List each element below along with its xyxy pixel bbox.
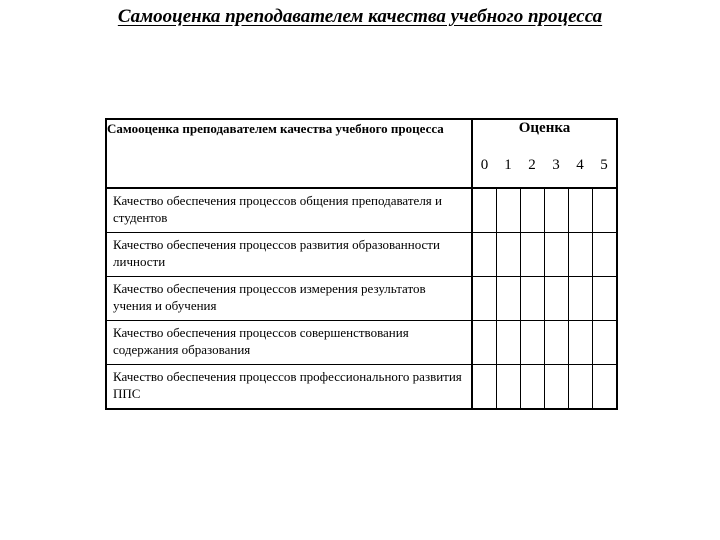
score-cell-5[interactable]	[592, 233, 617, 277]
criterion-cell: Качество обеспечения процессов общения преподавателя и студентов	[106, 188, 472, 233]
score-level-5: 5	[592, 152, 617, 188]
criteria-column-header: Самооценка преподавателем качества учебного процесса	[106, 119, 472, 188]
score-level-1: 1	[496, 152, 520, 188]
score-cell-2[interactable]	[520, 321, 544, 365]
table-row	[106, 277, 617, 321]
table-row	[106, 233, 617, 277]
score-level-3: 3	[544, 152, 568, 188]
score-cell-5[interactable]	[592, 277, 617, 321]
score-cell-4[interactable]	[568, 188, 592, 233]
score-level-2: 2	[520, 152, 544, 188]
table-header-row	[106, 119, 617, 152]
score-cell-1[interactable]	[496, 321, 520, 365]
score-cell-1[interactable]	[496, 188, 520, 233]
criterion-cell: Качество обеспечения процессов измерения результатов учения и обучения	[106, 277, 472, 321]
score-cell-2[interactable]	[520, 365, 544, 410]
score-cell-0[interactable]	[472, 321, 496, 365]
table-row	[106, 365, 617, 410]
score-cell-2[interactable]	[520, 277, 544, 321]
score-cell-5[interactable]	[592, 321, 617, 365]
score-cell-2[interactable]	[520, 188, 544, 233]
score-cell-3[interactable]	[544, 233, 568, 277]
criterion-cell: Качество обеспечения процессов совершенствования содержания образования	[106, 321, 472, 365]
table-row	[106, 188, 617, 233]
score-level-0: 0	[472, 152, 496, 188]
score-cell-3[interactable]	[544, 365, 568, 410]
score-cell-4[interactable]	[568, 277, 592, 321]
score-cell-0[interactable]	[472, 233, 496, 277]
page-title: Самооценка преподавателем качества учебного процесса	[117, 6, 603, 27]
score-cell-4[interactable]	[568, 365, 592, 410]
score-cell-3[interactable]	[544, 321, 568, 365]
score-cell-2[interactable]	[520, 233, 544, 277]
score-cell-5[interactable]	[592, 365, 617, 410]
score-level-4: 4	[568, 152, 592, 188]
score-cell-0[interactable]	[472, 188, 496, 233]
score-column-header: Оценка	[472, 119, 617, 152]
score-cell-0[interactable]	[472, 365, 496, 410]
table-row	[106, 321, 617, 365]
score-cell-4[interactable]	[568, 233, 592, 277]
self-assessment-table	[105, 118, 618, 410]
score-cell-4[interactable]	[568, 321, 592, 365]
criterion-cell: Качество обеспечения процессов развития образованности личности	[106, 233, 472, 277]
score-cell-3[interactable]	[544, 188, 568, 233]
score-cell-1[interactable]	[496, 233, 520, 277]
criterion-cell: Качество обеспечения процессов профессионального развития ППС	[106, 365, 472, 410]
score-cell-5[interactable]	[592, 188, 617, 233]
score-cell-1[interactable]	[496, 277, 520, 321]
score-cell-1[interactable]	[496, 365, 520, 410]
score-cell-0[interactable]	[472, 277, 496, 321]
score-cell-3[interactable]	[544, 277, 568, 321]
